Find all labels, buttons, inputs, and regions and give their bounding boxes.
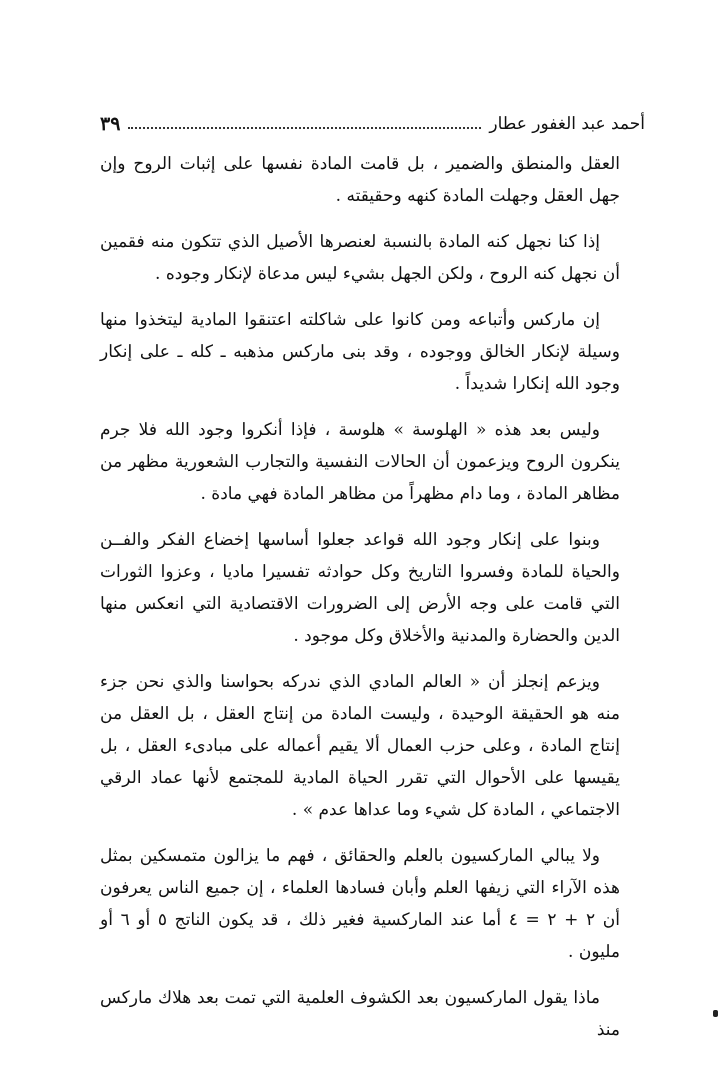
author-name: أحمد عبد الغفور عطار — [489, 114, 645, 134]
running-header — [100, 110, 645, 138]
paragraph: إن ماركس وأتباعه ومن كانوا على شاكلته اعتنقوا المادية ليتخذوا منها وسيلة لإنكار الخالق ووجوده ، وقد بنى ماركس مذهبه ـ كله ـ على إنكار وجود الله إنكارا شديداً . — [100, 310, 620, 394]
paragraph: ولا يبالي الماركسيون بالعلم والحقائق ، فهم ما يزالون متمسكين بمثل هذه الآراء التي زيفها العلم وأبان فساد‌ها العلماء ، إن جميع الناس يعرفون أن ٢ + ٢ = ٤ أما عند الماركسية فغير ذلك ، قد يكون الناتج ٥ أو ٦ أو مليون . — [100, 846, 620, 962]
body-text — [100, 148, 620, 1060]
page-number: ٣٩ — [100, 113, 121, 135]
dotted-leader — [128, 127, 481, 129]
paragraph: ماذا يقول الماركسيون بعد الكشوف العلمية التي تمت بعد هلاك ماركس منذ — [100, 988, 620, 1040]
paragraph: وليس بعد هذه « الهلوسة » هلوسة ، فإذا أنكروا وجود الله فلا جرم ينكرون الروح ويزعمون أن الحالات النفسية والتجارب الشعورية مظهر من مظاهر المادة ، وما دام مظهراً من مظاهر المادة فهي مادة . — [100, 420, 620, 504]
paragraph: ويزعم إنجلز أن « العالم المادي الذي ندركه بحواسنا والذي نحن جزء منه هو الحقيقة الوحيدة ، وليست المادة من إنتاج العقل ، بل العقل من إنتاج المادة ، وعلى حزب العمال ألا يقيم أعماله على مبادىء العقل ، بل يقيسها على الأحوال التي تقرر الحياة المادية للمجتمع لأنها عماد الرقي الاجتماعي ، المادة كل شيء وما عداها عدم » . — [100, 672, 620, 820]
paragraph: إذا كنا نجهل كنه المادة بالنسبة لعنصرها الأصيل الذي تتكون منه فقمين أن نجهل كنه الروح ، ولكن الجهل بشيء ليس مدعاة لإنكار وجوده . — [100, 232, 620, 284]
paragraph: العقل والمنطق والضمير ، بل قامت المادة نفسها على إثبات الروح وإن جهل العقل وجهلت المادة كنهه وحقيقته . — [100, 154, 620, 206]
paragraph: وبنوا على إنكار وجود الله قواعد جعلوا أساسها إخضاع الفكر والفــن والحياة للمادة وفسروا التاريخ وكل حوادثه تفسيرا ماديا ، وعزوا الثورات التي قامت على وجه الأرض إلى الضرورات الاقتصادية التي انعكس منها الدين والحضارة والمدنية والأخلاق وكل موجود . — [100, 530, 620, 646]
page-edge-mark — [713, 1010, 718, 1017]
